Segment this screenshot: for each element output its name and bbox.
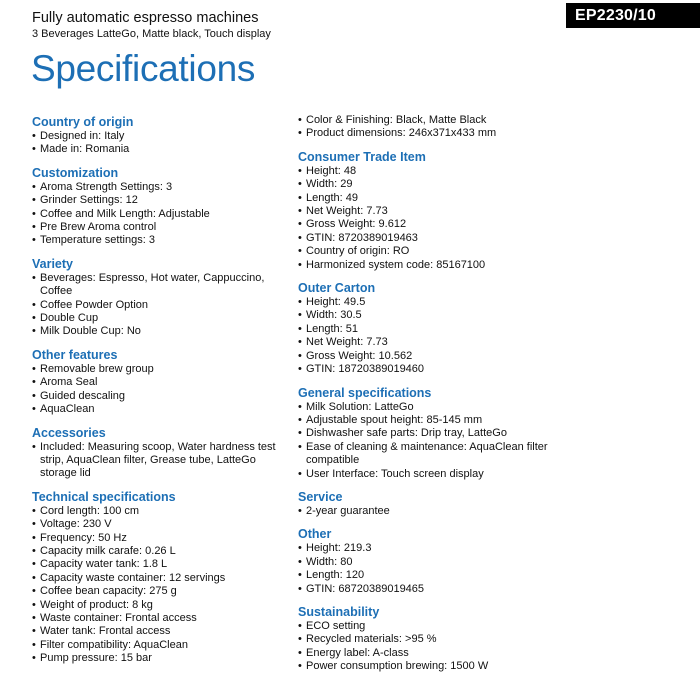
spec-item: • Height: 219.3 xyxy=(298,542,568,555)
spec-item: • Height: 48 xyxy=(298,165,568,178)
spec-section xyxy=(298,114,568,141)
section-title: Other xyxy=(298,527,332,542)
spec-item: • Product dimensions: 246x371x433 mm xyxy=(298,127,568,140)
spec-section xyxy=(298,604,568,674)
spec-list xyxy=(32,363,277,417)
spec-list xyxy=(298,620,568,674)
spec-item: • Capacity waste container: 12 servings xyxy=(32,572,277,585)
spec-item: • Ease of cleaning & maintenance: AquaClean filter compatible xyxy=(298,441,568,468)
spec-section xyxy=(32,165,277,248)
section-title: Outer Carton xyxy=(298,281,376,296)
specs-column-right xyxy=(298,114,568,682)
spec-list xyxy=(32,505,277,666)
spec-item: • Milk Solution: LatteGo xyxy=(298,401,568,414)
product-subtitle: 3 Beverages LatteGo, Matte black, Touch display xyxy=(32,28,271,40)
spec-item: • ECO setting xyxy=(298,620,568,633)
spec-item: • Coffee Powder Option xyxy=(32,299,277,312)
section-title: General specifications xyxy=(298,385,432,400)
spec-item: • Temperature settings: 3 xyxy=(32,234,277,247)
spec-item: • Removable brew group xyxy=(32,363,277,376)
spec-item: • Harmonized system code: 85167100 xyxy=(298,259,568,272)
spec-item: • Aroma Seal xyxy=(32,376,277,389)
spec-section xyxy=(298,149,568,272)
spec-list xyxy=(32,441,277,481)
specs-column-left xyxy=(32,114,277,674)
spec-item: • Milk Double Cup: No xyxy=(32,325,277,338)
spec-item: • Recycled materials: >95 % xyxy=(298,633,568,646)
spec-section xyxy=(298,489,568,518)
spec-section xyxy=(32,347,277,417)
spec-item: • Net Weight: 7.73 xyxy=(298,205,568,218)
spec-list xyxy=(32,181,277,248)
section-title: Variety xyxy=(32,256,74,271)
spec-item: • Length: 51 xyxy=(298,323,568,336)
spec-section xyxy=(32,489,277,666)
spec-list xyxy=(298,296,568,376)
spec-item: • Adjustable spout height: 85-145 mm xyxy=(298,414,568,427)
section-title: Customization xyxy=(32,165,119,180)
spec-list xyxy=(32,272,277,339)
spec-item: • Grinder Settings: 12 xyxy=(32,194,277,207)
spec-item: • Dishwasher safe parts: Drip tray, LatteGo xyxy=(298,427,568,440)
spec-item: • Power consumption brewing: 1500 W xyxy=(298,660,568,673)
spec-section xyxy=(32,114,277,157)
spec-item: • Energy label: A-class xyxy=(298,647,568,660)
spec-list xyxy=(32,130,277,157)
spec-section xyxy=(298,385,568,481)
spec-item: • Width: 29 xyxy=(298,178,568,191)
spec-section xyxy=(298,280,568,376)
spec-item: • Weight of product: 8 kg xyxy=(32,599,277,612)
spec-list xyxy=(298,542,568,596)
spec-item: • Double Cup xyxy=(32,312,277,325)
section-title: Technical specifications xyxy=(32,489,176,504)
spec-section xyxy=(298,526,568,596)
spec-item: • GTIN: 8720389019463 xyxy=(298,232,568,245)
spec-list xyxy=(298,114,568,141)
spec-list xyxy=(298,505,568,518)
spec-item: • Country of origin: RO xyxy=(298,245,568,258)
spec-item: • AquaClean xyxy=(32,403,277,416)
spec-item: • 2-year guarantee xyxy=(298,505,568,518)
spec-item: • User Interface: Touch screen display xyxy=(298,468,568,481)
spec-item: • Gross Weight: 9.612 xyxy=(298,218,568,231)
section-title: Sustainability xyxy=(298,604,380,619)
spec-item: • Beverages: Espresso, Hot water, Cappuccino, Coffee xyxy=(32,272,277,299)
spec-item: • GTIN: 18720389019460 xyxy=(298,363,568,376)
spec-item: • Made in: Romania xyxy=(32,143,277,156)
spec-item: • Included: Measuring scoop, Water hardness test strip, AquaClean filter, Grease tube, LatteGo storage lid xyxy=(32,441,277,481)
spec-item: • Frequency: 50 Hz xyxy=(32,532,277,545)
spec-item: • Pre Brew Aroma control xyxy=(32,221,277,234)
spec-item: • Cord length: 100 cm xyxy=(32,505,277,518)
spec-item: • Gross Weight: 10.562 xyxy=(298,350,568,363)
spec-item: • Capacity milk carafe: 0.26 L xyxy=(32,545,277,558)
page-title: Specifications xyxy=(31,48,256,89)
spec-item: • Waste container: Frontal access xyxy=(32,612,277,625)
spec-item: • Aroma Strength Settings: 3 xyxy=(32,181,277,194)
spec-item: • Coffee and Milk Length: Adjustable xyxy=(32,208,277,221)
spec-item: • Width: 30.5 xyxy=(298,309,568,322)
spec-list xyxy=(298,401,568,481)
spec-item: • Net Weight: 7.73 xyxy=(298,336,568,349)
section-title: Country of origin xyxy=(32,115,134,129)
model-badge: EP2230/10 xyxy=(566,3,700,28)
spec-item: • Height: 49.5 xyxy=(298,296,568,309)
spec-list xyxy=(298,165,568,272)
spec-section xyxy=(32,425,277,481)
spec-item: • Guided descaling xyxy=(32,390,277,403)
section-title: Accessories xyxy=(32,425,106,440)
spec-item: • Length: 120 xyxy=(298,569,568,582)
spec-item: • Pump pressure: 15 bar xyxy=(32,652,277,665)
spec-section xyxy=(32,256,277,339)
section-title: Other features xyxy=(32,347,118,362)
spec-item: • Capacity water tank: 1.8 L xyxy=(32,558,277,571)
section-title: Service xyxy=(298,489,343,504)
spec-item: • Filter compatibility: AquaClean xyxy=(32,639,277,652)
spec-item: • Water tank: Frontal access xyxy=(32,625,277,638)
spec-item: • Coffee bean capacity: 275 g xyxy=(32,585,277,598)
section-title: Consumer Trade Item xyxy=(298,149,426,164)
product-title: Fully automatic espresso machines xyxy=(32,10,259,26)
spec-item: • Width: 80 xyxy=(298,556,568,569)
spec-item: • Length: 49 xyxy=(298,192,568,205)
spec-item: • Voltage: 230 V xyxy=(32,518,277,531)
spec-item: • GTIN: 68720389019465 xyxy=(298,583,568,596)
spec-item: • Designed in: Italy xyxy=(32,130,277,143)
spec-item: • Color & Finishing: Black, Matte Black xyxy=(298,114,568,127)
